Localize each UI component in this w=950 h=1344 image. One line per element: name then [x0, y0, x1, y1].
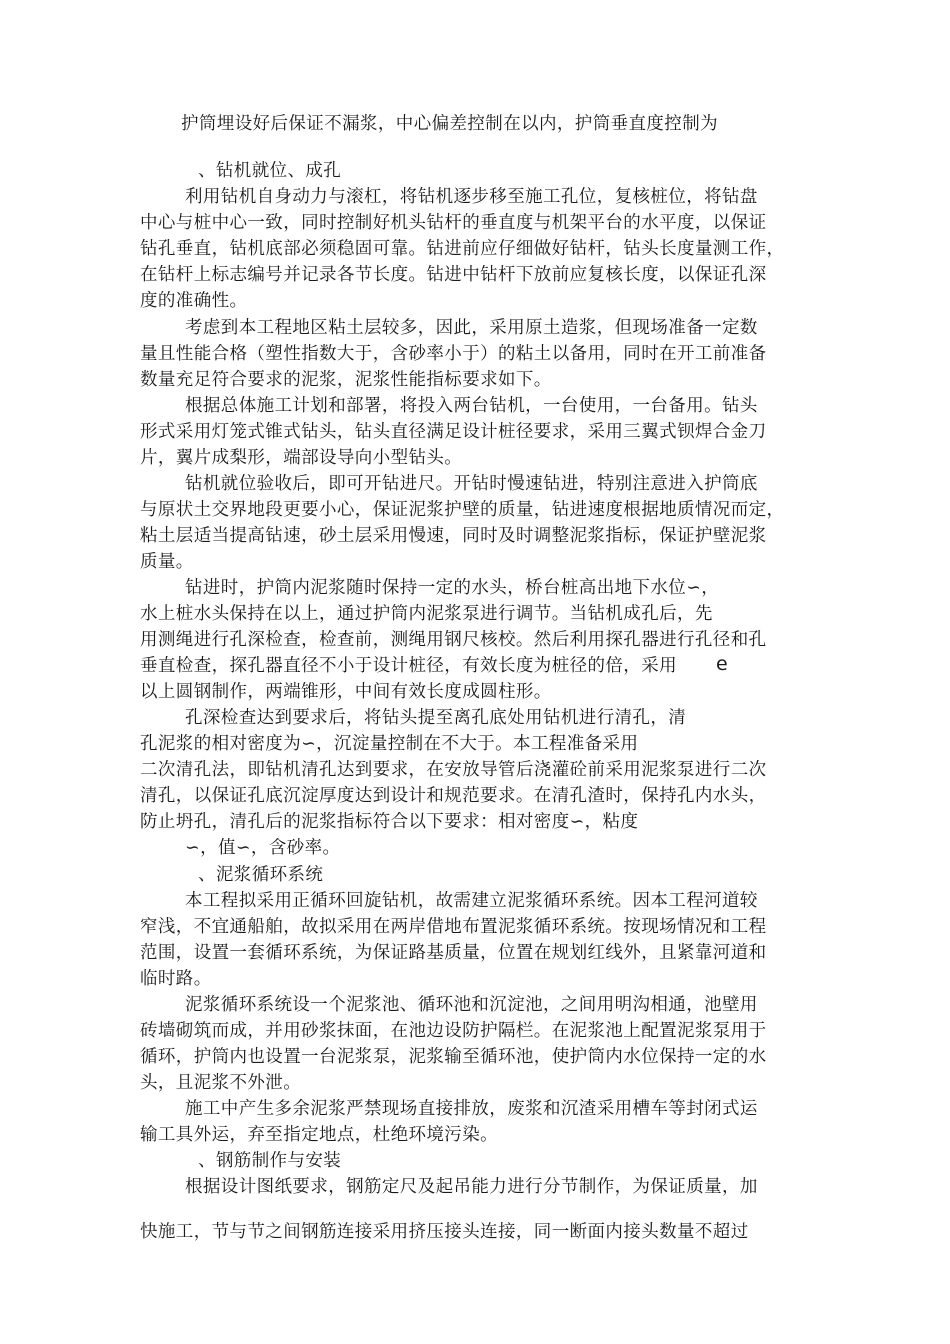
paragraph-line: 砖墙砌筑而成，并用砂浆抹面，在池边设防护隔栏。在泥浆池上配置泥浆泵用于	[140, 1021, 767, 1041]
paragraph-line: 与原状土交界地段更要小心，保证泥浆护壁的质量，钻进速度根据地质情况而定，	[140, 500, 785, 520]
paragraph-line: 本工程拟采用正循环回旋钻机，故需建立泥浆循环系统。因本工程河道较	[185, 891, 758, 911]
paragraph-line: 粘土层适当提高钻速，砂土层采用慢速，同时及时调整泥浆指标，保证护壁泥浆	[140, 526, 767, 546]
paragraph-line: 防止坍孔，清孔后的泥浆指标符合以下要求：相对密度∽，粘度	[140, 812, 639, 832]
paragraph-line: 度的准确性。	[140, 291, 248, 311]
paragraph-line: 利用钻机自身动力与滚杠，将钻机逐步移至施工孔位，复核桩位，将钻盘	[185, 187, 758, 207]
paragraph-line: 用测绳进行孔深检查，检查前，测绳用钢尺核校。然后利用探孔器进行孔径和孔	[140, 630, 767, 650]
paragraph-line: 临时路。	[140, 969, 212, 989]
paragraph-line: 钻孔垂直，钻机底部必须稳固可靠。钻进前应仔细做好钻杆，钻头长度量测工作，	[140, 239, 785, 259]
paragraph-line: 质量。	[140, 552, 194, 572]
paragraph-line: 钻进时，护筒内泥浆随时保持一定的水头，桥台桩高出地下水位∽，	[185, 578, 720, 598]
paragraph-line: 考虑到本工程地区粘土层较多，因此，采用原土造浆，但现场准备一定数	[185, 318, 758, 338]
paragraph-line: 施工中产生多余泥浆严禁现场直接排放，废浆和沉渣采用槽车等封闭式运	[185, 1099, 758, 1119]
paragraph-line: 清孔，以保证孔底沉淀厚度达到设计和规范要求。在清孔渣时，保持孔内水头，	[140, 786, 767, 806]
paragraph-line: 范围，设置一套循环系统，为保证路基质量，位置在规划红线外，且紧靠河道和	[140, 943, 767, 963]
paragraph-line: 循环，护筒内也设置一台泥浆泵，泥浆输至循环池，使护筒内水位保持一定的水	[140, 1047, 767, 1067]
section-heading: 、泥浆循环系统	[198, 865, 324, 885]
paragraph-line: ∽，值∽，含砂率。	[185, 838, 341, 858]
inline-symbol: e	[716, 653, 728, 675]
paragraph-line: 根据总体施工计划和部署，将投入两台钻机，一台使用，一台备用。钻头	[185, 396, 758, 416]
section-heading: 、钻机就位、成孔	[198, 161, 342, 181]
paragraph-line: 孔泥浆的相对密度为∽，沉淀量控制在不大于。本工程准备采用	[140, 734, 639, 754]
paragraph-line: 护筒埋设好后保证不漏浆，中心偏差控制在以内，护筒垂直度控制为	[181, 114, 718, 134]
paragraph-line: 二次清孔法，即钻机清孔达到要求，在安放导管后浇灌砼前采用泥浆泵进行二次	[140, 760, 767, 780]
section-heading: 、钢筋制作与安装	[198, 1151, 342, 1171]
paragraph-line: 形式采用灯笼式锥式钻头，钻头直径满足设计桩径要求，采用三翼式钡焊合金刀	[140, 422, 767, 442]
paragraph-line: 头，且泥浆不外泄。	[140, 1073, 302, 1093]
paragraph-line: 窄浅，不宜通船舶，故拟采用在两岸借地布置泥浆循环系统。按现场情况和工程	[140, 917, 767, 937]
paragraph-line: 量且性能合格（塑性指数大于，含砂率小于）的粘土以备用，同时在开工前准备	[140, 344, 767, 364]
paragraph-line: 泥浆循环系统设一个泥浆池、循环池和沉淀池，之间用明沟相通，池壁用	[185, 995, 758, 1015]
paragraph-line: 水上桩水头保持在以上，通过护筒内泥浆泵进行调节。当钻机成孔后，先	[140, 604, 713, 624]
paragraph-line: 根据设计图纸要求，钢筋定尺及起吊能力进行分节制作，为保证质量，加	[185, 1177, 758, 1197]
paragraph-line: 数量充足符合要求的泥浆，泥浆性能指标要求如下。	[140, 370, 552, 390]
paragraph-line: 垂直检查，探孔器直径不小于设计桩径，有效长度为桩径的倍，采用	[140, 656, 677, 676]
paragraph-line: 中心与桩中心一致，同时控制好机头钻杆的垂直度与机架平台的水平度，以保证	[140, 213, 767, 233]
paragraph-line: 输工具外运，弃至指定地点，杜绝环境污染。	[140, 1125, 498, 1145]
paragraph-line: 快施工，节与节之间钢筋连接采用挤压接头连接，同一断面内接头数量不超过	[140, 1222, 749, 1242]
paragraph-line: 以上圆钢制作，两端锥形，中间有效长度成圆柱形。	[140, 682, 552, 702]
paragraph-line: 片，翼片成梨形，端部设导向小型钻头。	[140, 448, 463, 468]
paragraph-line: 钻机就位验收后，即可开钻进尺。开钻时慢速钻进，特别注意进入护筒底	[185, 474, 758, 494]
paragraph-line: 在钻杆上标志编号并记录各节长度。钻进中钻杆下放前应复核长度，以保证孔深	[140, 265, 767, 285]
paragraph-line: 孔深检查达到要求后，将钻头提至离孔底处用钻机进行清孔，清	[185, 708, 687, 728]
